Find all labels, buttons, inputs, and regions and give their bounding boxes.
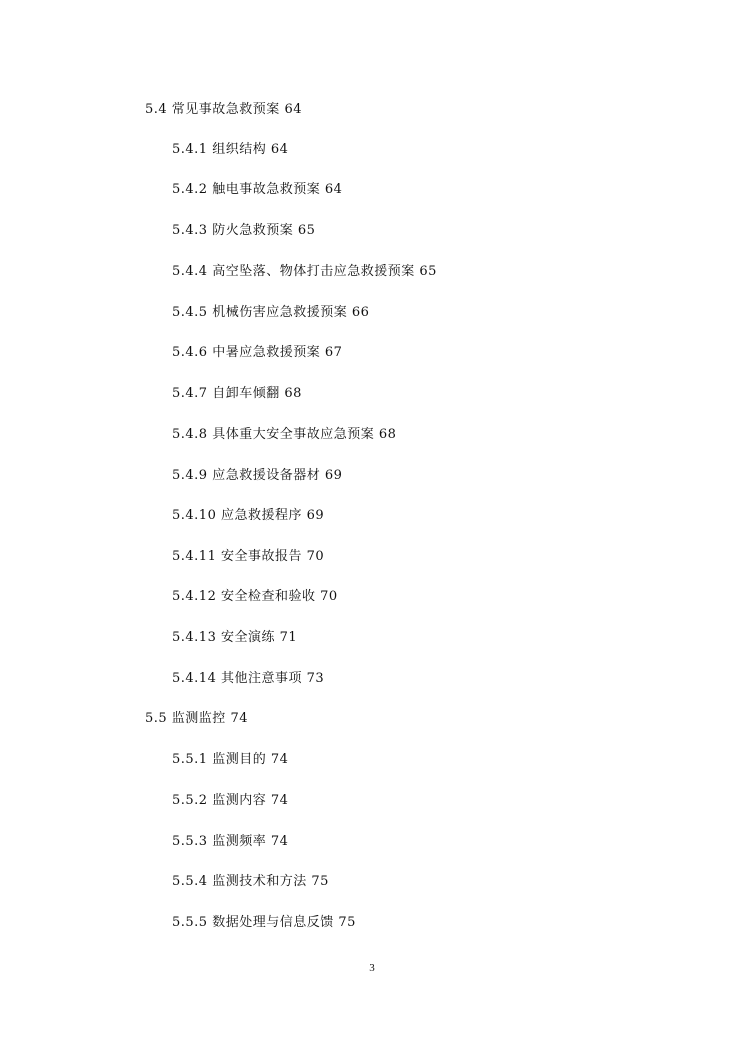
toc-entry-5-4-1[interactable]: 5.4.1 组织结构 64 xyxy=(172,142,289,157)
toc-entry-5-5-5[interactable]: 5.5.5 数据处理与信息反馈 75 xyxy=(172,915,356,930)
toc-entry-5-4[interactable]: 5.4 常见事故急救预案 64 xyxy=(145,102,302,117)
toc-entry-5-5-2[interactable]: 5.5.2 监测内容 74 xyxy=(172,793,289,808)
toc-entry-5-4-7[interactable]: 5.4.7 自卸车倾翻 68 xyxy=(172,386,302,401)
toc-entry-5-5[interactable]: 5.5 监测监控 74 xyxy=(145,711,248,726)
toc-entry-5-5-1[interactable]: 5.5.1 监测目的 74 xyxy=(172,752,289,767)
toc-entry-5-4-4[interactable]: 5.4.4 高空坠落、物体打击应急救援预案 65 xyxy=(172,264,437,279)
toc-entry-5-4-5[interactable]: 5.4.5 机械伤害应急救援预案 66 xyxy=(172,305,370,320)
toc-entry-5-4-14[interactable]: 5.4.14 其他注意事项 73 xyxy=(172,671,325,686)
page-number: 3 xyxy=(369,962,375,974)
toc-entry-5-4-9[interactable]: 5.4.9 应急救援设备器材 69 xyxy=(172,468,343,483)
toc-entry-5-4-10[interactable]: 5.4.10 应急救援程序 69 xyxy=(172,508,325,523)
toc-entry-5-4-12[interactable]: 5.4.12 安全检查和验收 70 xyxy=(172,589,338,604)
toc-entry-5-4-8[interactable]: 5.4.8 具体重大安全事故应急预案 68 xyxy=(172,427,397,442)
toc-entry-5-4-6[interactable]: 5.4.6 中暑应急救援预案 67 xyxy=(172,345,343,360)
toc-entry-5-4-3[interactable]: 5.4.3 防火急救预案 65 xyxy=(172,223,316,238)
toc-entry-5-4-11[interactable]: 5.4.11 安全事故报告 70 xyxy=(172,549,325,564)
toc-entry-5-5-4[interactable]: 5.5.4 监测技术和方法 75 xyxy=(172,874,329,889)
toc-entry-5-4-2[interactable]: 5.4.2 触电事故急救预案 64 xyxy=(172,182,343,197)
toc-entry-5-5-3[interactable]: 5.5.3 监测频率 74 xyxy=(172,834,289,849)
toc-entry-5-4-13[interactable]: 5.4.13 安全演练 71 xyxy=(172,630,298,645)
